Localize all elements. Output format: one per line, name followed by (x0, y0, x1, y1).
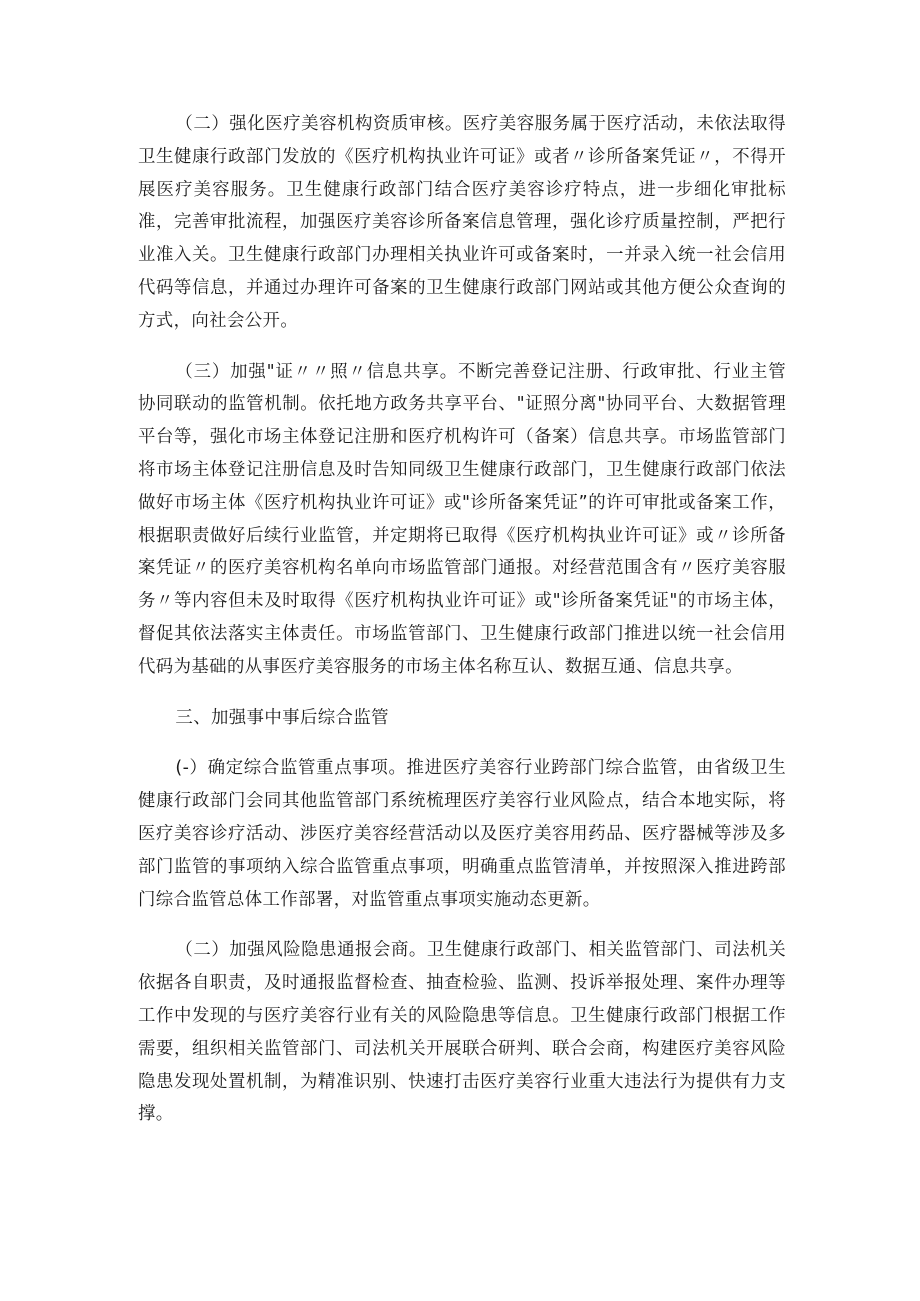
paragraph-info-sharing: （三）加强"证〃〃照〃信息共享。不断完善登记注册、行政审批、行业主管协同联动的监管机制。依托地方政务共享平台、"证照分离"协同平台、大数据管理平台等，强化市场主体登记注册和医疗机构许可（备案）信息共享。市场监管部门将市场主体登记注册信息及时告知同级卫生健康行政部门，卫生健康行政部门依法做好市场主体《医疗机构执业许可证》或"诊所备案凭证”的许可审批或备案工作，根据职责做好后续行业监管，并定期将已取得《医疗机构执业许可证》或〃诊所备案凭证〃的医疗美容机构名单向市场监管部门通报。对经营范围含有〃医疗美容服务〃等内容但未及时取得《医疗机构执业许可证》或"诊所备案凭证"的市场主体，督促其依法落实主体责任。市场监管部门、卫生健康行政部门推进以统一社会信用代码为基础的从事医疗美容服务的市场主体名称互认、数据互通、信息共享。 (138, 361, 786, 677)
paragraph-risk-reporting: （二）加强风险隐患通报会商。卫生健康行政部门、相关监管部门、司法机关依据各自职责，及时通报监督检查、抽查检验、监测、投诉举报处理、案件办理等工作中发现的与医疗美容行业有关的风险隐患等信息。卫生健康行政部门根据工作需要，组织相关监管部门、司法机关开展联合研判、联合会商，构建医疗美容风险隐患发现处置机制，为精准识别、快速打击医疗美容行业重大违法行为提供有力支撑。 (138, 940, 786, 1125)
document-page (138, 108, 786, 1131)
section-heading: 三、加强事中事后综合监管 (175, 707, 389, 728)
paragraph-qualification-review: （二）强化医疗美容机构资质审核。医疗美容服务属于医疗活动，未依法取得卫生健康行政部门发放的《医疗机构执业许可证》或者〃诊所备案凭证〃，不得开展医疗美容服务。卫生健康行政部门结合医疗美容诊疗特点，进一步细化审批标准，完善审批流程，加强医疗美容诊所备案信息管理，强化诊疗质量控制，严把行业准入关。卫生健康行政部门办理相关执业许可或备案时，一并录入统一社会信用代码等信息，并通过办理许可备案的卫生健康行政部门网站或其他方便公众查询的方式，向社会公开。 (138, 114, 786, 331)
paragraph-key-items: (-）确定综合监管重点事项。推进医疗美容行业跨部门综合监管，由省级卫生健康行政部门会同其他监管部门系统梳理医疗美容行业风险点，结合本地实际，将医疗美容诊疗活动、涉医疗美容经营活动以及医疗美容用药品、医疗器械等涉及多部门监管的事项纳入综合监管重点事项，明确重点监管清单，并按照深入推进跨部门综合监管总体工作部署，对监管重点事项实施动态更新。 (138, 758, 786, 910)
